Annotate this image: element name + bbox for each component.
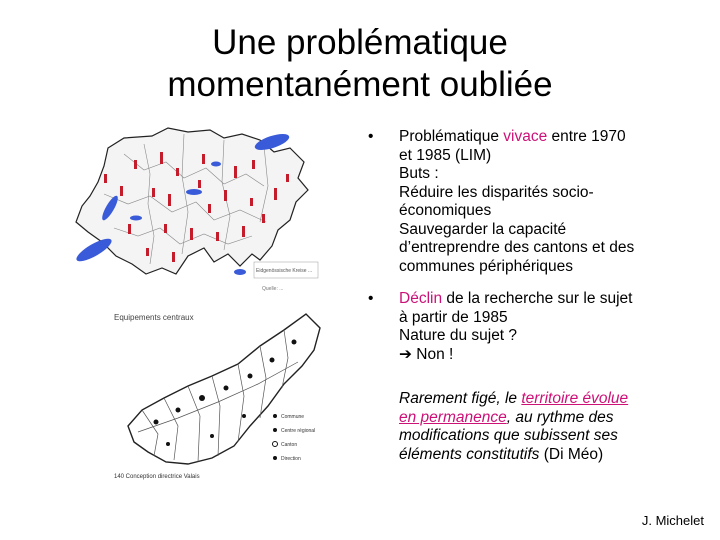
bullet-symbol: • bbox=[368, 290, 374, 307]
map2-header: Equipements centraux bbox=[114, 313, 194, 322]
bullet-2-line: à partir de 1985 bbox=[399, 308, 508, 326]
valais-map-image bbox=[108, 306, 330, 482]
bullet-1-first-line bbox=[399, 128, 688, 147]
quote-source: (Di Méo) bbox=[539, 445, 604, 463]
map2-legend-item-4: Direction bbox=[281, 456, 301, 462]
title-line-1: Une problématique bbox=[212, 23, 508, 62]
map2-legend-item-3: Canton bbox=[281, 442, 298, 448]
map2-legend-item-2: Centre régional bbox=[281, 428, 316, 434]
answer-text: Non ! bbox=[412, 345, 454, 363]
keyword-vivace: vivace bbox=[503, 128, 548, 145]
quote-text: , au rythme des bbox=[506, 408, 614, 426]
map2-legend-item-1: Commune bbox=[281, 414, 305, 420]
bullet-symbol: • bbox=[368, 128, 374, 145]
bullet-1-text-a: Problématique bbox=[399, 128, 504, 145]
bullet-item-1 bbox=[368, 128, 688, 276]
bullet-2-first-line bbox=[399, 290, 688, 309]
quote-line-1 bbox=[399, 390, 699, 409]
bullet-1-text-c: entre 1970 bbox=[547, 128, 626, 145]
bullet-1-line: Buts : bbox=[399, 165, 439, 182]
bullet-item-2 bbox=[368, 290, 688, 364]
quote-block bbox=[399, 390, 699, 464]
slide-title bbox=[0, 22, 720, 106]
bullet-1-line: communes périphériques bbox=[399, 257, 574, 275]
map1-caption: Eidgenössische Kreise ... bbox=[256, 268, 313, 274]
bullet-2-answer bbox=[399, 346, 688, 365]
switzerland-map-image bbox=[64, 124, 324, 298]
bullet-2-line: Nature du sujet ? bbox=[399, 327, 518, 344]
bullet-list bbox=[368, 128, 688, 376]
quote-highlight: territoire évolue bbox=[521, 390, 629, 407]
title-line-2: momentanément oubliée bbox=[167, 65, 553, 104]
author-credit: J. Michelet bbox=[641, 513, 704, 528]
quote-highlight: en permanence bbox=[399, 408, 507, 426]
quote-line-4 bbox=[399, 446, 699, 465]
quote-line-3: modifications que subissent ses bbox=[399, 427, 618, 444]
bullet-1-line: économiques bbox=[399, 202, 492, 219]
bullet-2-text-c: de la recherche sur le sujet bbox=[442, 290, 633, 307]
bullet-1-line: d’entreprendre des cantons et des bbox=[399, 239, 635, 256]
bullet-1-line: Réduire les disparités socio- bbox=[399, 183, 594, 201]
bullet-1-line: Sauvegarder la capacité bbox=[399, 220, 567, 238]
keyword-declin: Déclin bbox=[399, 290, 443, 307]
quote-line-2 bbox=[399, 409, 699, 428]
map2-footer: 140 Conception directrice Valais bbox=[114, 474, 200, 480]
map1-footer: Quelle: ... bbox=[262, 286, 284, 292]
arrow-icon: ➔ bbox=[399, 345, 412, 363]
quote-text: éléments constitutifs bbox=[399, 445, 540, 463]
bullet-1-line: et 1985 (LIM) bbox=[399, 146, 492, 164]
quote-text: Rarement figé, le bbox=[399, 390, 522, 407]
